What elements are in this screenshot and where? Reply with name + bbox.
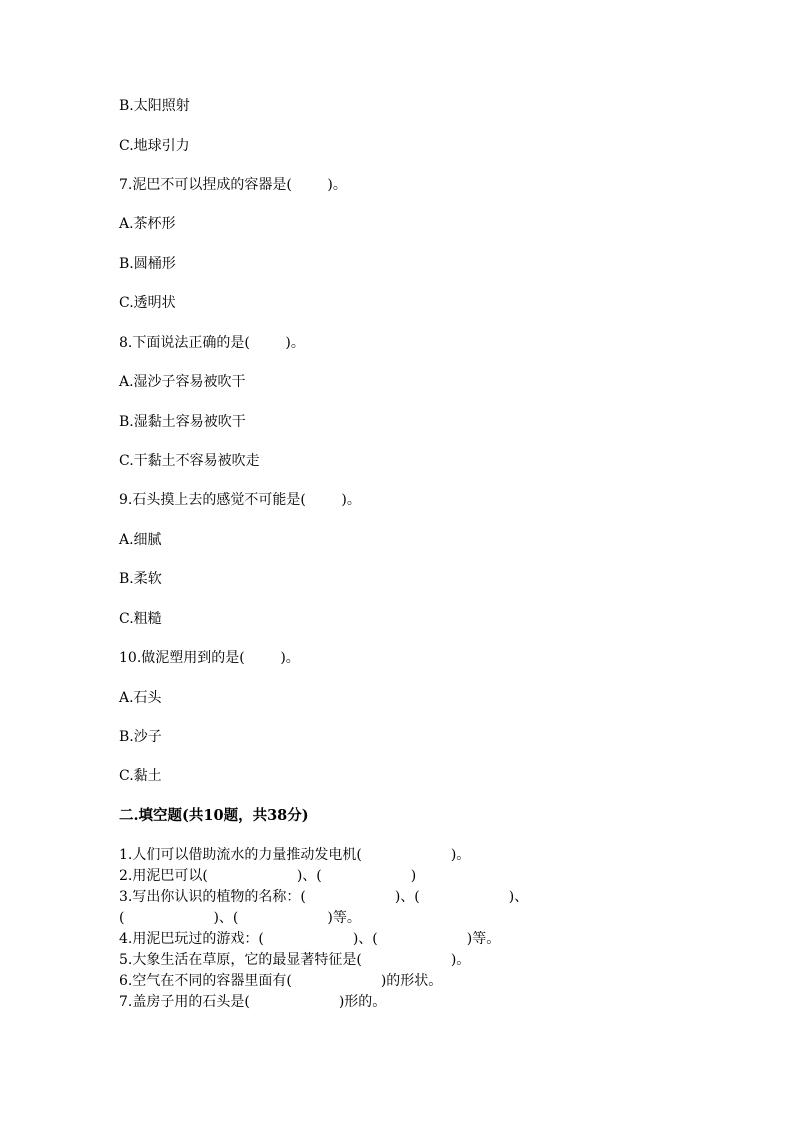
q10-question: 10.做泥塑用到的是( )。	[119, 650, 300, 666]
q9-option-b: B.柔软	[119, 571, 162, 587]
q10-option-b: B.沙子	[119, 729, 162, 745]
q8-option-c: C.干黏土不容易被吹走	[119, 453, 260, 469]
q8-option-a: A.湿沙子容易被吹干	[119, 374, 246, 390]
q8-question: 8.下面说法正确的是( )。	[119, 335, 305, 351]
q6-option-b: B.太阳照射	[119, 98, 190, 114]
q9-option-a: A.细腻	[119, 532, 162, 548]
fill-item-3: 3.写出你认识的植物的名称：( )、( )、	[119, 889, 529, 905]
q10-option-a: A.石头	[119, 690, 162, 706]
q6-option-c: C.地球引力	[119, 138, 190, 154]
fill-item-3-cont: ( )、( )等。	[119, 910, 361, 926]
fill-item-4: 4.用泥巴玩过的游戏：( )、( )等。	[119, 931, 501, 947]
q9-option-c: C.粗糙	[119, 611, 162, 627]
q7-option-b: B.圆桶形	[119, 256, 176, 272]
q7-question: 7.泥巴不可以捏成的容器是( )。	[119, 177, 347, 193]
fill-item-5: 5.大象生活在草原，它的最显著特征是( )。	[119, 952, 471, 968]
q10-option-c: C.黏土	[119, 768, 162, 784]
q9-question: 9.石头摸上去的感觉不可能是( )。	[119, 492, 361, 508]
section-heading: 二.填空题(共10题，共38分)	[119, 807, 309, 824]
fill-item-7: 7.盖房子用的石头是( )形的。	[119, 994, 387, 1010]
fill-item-2: 2.用泥巴可以( )、( )	[119, 868, 417, 884]
q8-option-b: B.湿黏土容易被吹干	[119, 414, 246, 430]
fill-item-6: 6.空气在不同的容器里面有( )的形状。	[119, 973, 443, 989]
q7-option-c: C.透明状	[119, 295, 176, 311]
q7-option-a: A.茶杯形	[119, 216, 176, 232]
fill-item-1: 1.人们可以借助流水的力量推动发电机( )。	[119, 847, 471, 863]
